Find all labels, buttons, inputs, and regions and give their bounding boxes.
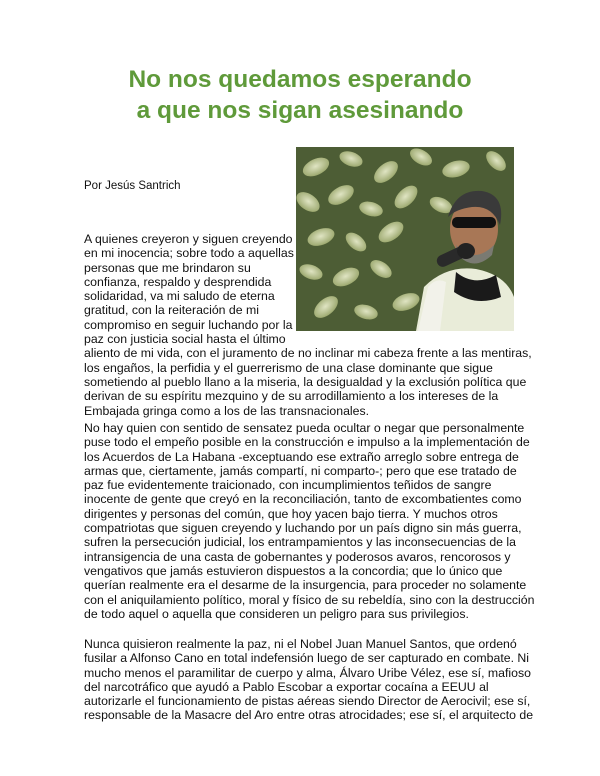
- text-line: los Acuerdos de La Habana -exceptuando ese extraño arreglo sobre entrega de: [84, 449, 519, 464]
- text-line: inocente de gente que creyó en la reconciliación, tanto de excombatientes como: [84, 492, 522, 507]
- text-line: los engaños, la perfidia y el guerrerismo de una clase dominante que sigue: [84, 360, 493, 375]
- text-line: compromiso en seguir luchando por la: [84, 317, 293, 332]
- text-line: sometiendo al pueblo llano a la miseria, la desigualdad y la exclusión política que: [84, 374, 527, 389]
- text-line: mucho menos el paramilitar de cuerpo y alma, Álvaro Uribe Vélez, ese sí, mafioso: [84, 665, 531, 680]
- text-line: puse todo el empeño posible en la construcción e impulso a la implementación de: [84, 435, 530, 450]
- text-line: con el aniquilamiento político, moral y físico de su rebeldía, sino con la destrucción: [84, 592, 535, 607]
- text-line: vengativos que jamás estuvieron dispuestos a la concordia; que lo único que: [84, 563, 503, 578]
- text-line: del narcotráfico que ayudó a Pablo Escobar a exportar cocaína a EEUU al: [84, 679, 489, 694]
- text-line: gratitud, con la reiteración de mi: [84, 303, 259, 318]
- article-title: [0, 64, 600, 126]
- text-line: confianza, respaldo y desprendida: [84, 274, 272, 289]
- text-line: sufren la persecución judicial, los entrampamientos y las inconsecuencias de la: [84, 535, 516, 550]
- title-line-2: a que nos sigan asesinando: [136, 97, 464, 124]
- paragraph-1: [84, 232, 532, 418]
- text-line: de todo aquel o aquella que consideren un peligro para sus privilegios.: [84, 606, 469, 621]
- text-line: fusilar a Alfonso Cano en total indefensión luego de ser capturado en combate. Ni: [84, 651, 530, 666]
- text-line: personas que me brindaron su: [84, 260, 251, 275]
- text-line: dirigentes y personas del común, que hoy yacen bajo tierra. Y muchos otros: [84, 506, 498, 521]
- text-line: paz fue evidentemente traicionado, con incumplimientos teñidos de sangre: [84, 478, 492, 493]
- text-line: derivan de su espíritu mezquino y de su arrodillamiento a los intereses de la: [84, 389, 499, 404]
- text-line: compatriotas que siguen creyendo y luchando por un país digno sin más guerra,: [84, 521, 522, 536]
- text-line: Embajada gringa como a los de las transnacionales.: [84, 403, 370, 418]
- byline: Por Jesús Santrich: [84, 180, 181, 192]
- text-line: No hay quien con sentido de sensatez pueda ocultar o negar que personalmente: [84, 421, 525, 435]
- text-line: A quienes creyeron y siguen creyendo: [84, 232, 293, 246]
- text-line: en mi inocencia; sobre todo a aquellas: [84, 246, 294, 261]
- paragraph-2: [84, 421, 535, 621]
- paragraph-3: [84, 637, 534, 723]
- text-line: paz con justicia social hasta el último: [84, 332, 286, 347]
- text-line: autorizarle el funcionamiento de pistas aéreas siendo Director de Aerocivil; ese sí,: [84, 694, 531, 709]
- text-line: armas que, ciertamente, jamás compartí, ni comparto-; pero que ese tratado de: [84, 463, 517, 478]
- text-line: aliento de mi vida, con el juramento de no inclinar mi cabeza frente a las mentiras,: [84, 346, 532, 361]
- title-line-1: No nos quedamos esperando: [128, 66, 472, 93]
- text-line: querían realmente era el desarme de la insurgencia, para proceder no solamente: [84, 578, 527, 593]
- text-line: solidaridad, va mi saludo de eterna: [84, 289, 275, 304]
- text-line: responsable de la Masacre del Aro entre otras atrocidades; ese sí, el arquitecto de: [84, 708, 534, 723]
- text-line: intransigencia de una casta de gobernantes y poderosos avaros, rencorosos y: [84, 549, 511, 564]
- text-line: Nunca quisieron realmente la paz, ni el Nobel Juan Manuel Santos, que ordenó: [84, 637, 517, 651]
